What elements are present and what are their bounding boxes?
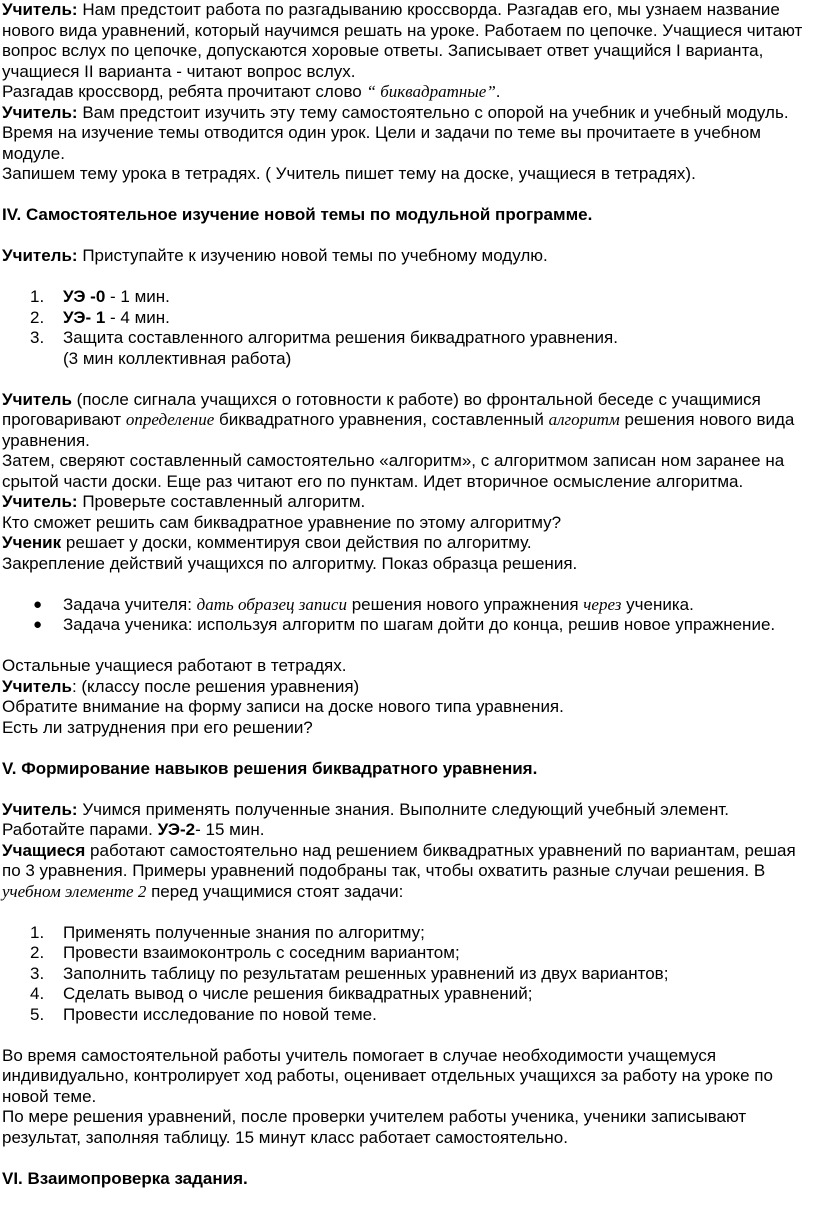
bullet-icon: ● bbox=[33, 616, 43, 633]
check-text: Проверьте составленный алгоритм. bbox=[77, 492, 366, 511]
list-number: 5. bbox=[30, 1004, 45, 1024]
teacher-class-paragraph bbox=[2, 677, 804, 698]
attention-paragraph: Обратите внимание на форму записи на доске нового типа уравнения. bbox=[2, 697, 564, 716]
bullet-text: ученика. bbox=[621, 594, 694, 614]
teacher-text: Учимся применять полученные знания. Выполните следующий учебный элемент. Работайте парами. bbox=[2, 799, 730, 839]
compare-paragraph: Затем, сверяют составленный самостоятельно «алгоритм», с алгоритмом записан ном заранее на срытой части доски. Еще раз читают его по пунктам. Идет вторичное осмысление алгоритма. bbox=[2, 451, 785, 491]
teacher-paragraph bbox=[2, 103, 804, 165]
teacher-label: Учитель bbox=[2, 389, 72, 409]
section-5-teacher-paragraph bbox=[2, 800, 804, 841]
consolidation-paragraph: Закрепление действий учащихся по алгоритму. Показ образца решения. bbox=[2, 553, 578, 573]
notebook-paragraph: Запишем тему урока в тетрадях. ( Учитель пишет тему на доске, учащиеся в тетрадях). bbox=[2, 164, 696, 183]
list-number: 2. bbox=[30, 307, 45, 327]
student-text: решает у доски, комментируя свои действия по алгоритму. bbox=[61, 533, 532, 552]
students-label: Учащиеся bbox=[2, 840, 86, 860]
list-item bbox=[2, 984, 804, 1005]
list-text: - 4 мин. bbox=[105, 307, 170, 327]
list-number: 4. bbox=[30, 984, 45, 1003]
students-work-paragraph bbox=[2, 841, 804, 903]
check-paragraph bbox=[2, 492, 804, 513]
list-text: Защита составленного алгоритма решения биквадратного уравнения. bbox=[63, 328, 618, 347]
list-text: - 1 мин. bbox=[105, 287, 170, 306]
students-italic: учебном элементе 2 bbox=[2, 881, 147, 901]
tasks-list bbox=[2, 923, 804, 1026]
bullet-icon: ● bbox=[33, 595, 43, 613]
frontal-discussion-paragraph bbox=[2, 390, 804, 452]
students-text: работают самостоятельно над решением биквадратных уравнений по вариантам, решая по 3 уравнения. Примеры уравнений подобраны так, чтобы охватить разные случаи решения. В bbox=[2, 840, 796, 880]
list-number: 3. bbox=[30, 963, 45, 983]
notebooks-paragraph: Остальные учащиеся работают в тетрадях. bbox=[2, 656, 347, 675]
bullet-italic: дать образец записи bbox=[196, 594, 347, 614]
teacher-label: Учитель: bbox=[2, 799, 78, 819]
crossword-word: “ биквадратные” bbox=[366, 82, 496, 101]
teacher-label: Учитель: bbox=[2, 246, 78, 265]
students-text: перед учащимися стоят задачи: bbox=[146, 881, 404, 901]
bullet-text: Задача ученика: используя алгоритм по шагам дойти до конца, решив новое упражнение. bbox=[63, 615, 776, 634]
teacher-help-paragraph: Во время самостоятельной работы учитель помогает в случае необходимости учащемуся индивидуально, контролирует ход работы, оценивает отдельных учащихся за работу на уроке по новой теме. bbox=[2, 1045, 773, 1106]
list-item-continuation: (3 мин коллективная работа) bbox=[63, 348, 292, 368]
list-item bbox=[2, 943, 804, 964]
list-number: 3. bbox=[30, 328, 45, 347]
results-paragraph: По мере решения уравнений, после проверки учителем работы ученика, ученики записывают результат, заполняя таблицу. 15 минут класс работает самостоятельно. bbox=[2, 1107, 747, 1147]
list-text: Провести взаимоконтроль с соседним вариантом; bbox=[63, 943, 460, 962]
teacher-label: Учитель bbox=[2, 676, 72, 696]
module-list bbox=[2, 287, 804, 369]
list-text: Заполнить таблицу по результатам решенных уравнений из двух вариантов; bbox=[63, 963, 669, 983]
list-item bbox=[2, 1005, 804, 1026]
intro-paragraph bbox=[2, 0, 804, 82]
list-number: 1. bbox=[30, 922, 45, 942]
teacher-text: Приступайте к изучению новой темы по учебному модулю. bbox=[77, 246, 548, 265]
crossword-paragraph bbox=[2, 82, 804, 103]
teacher-label: Учитель: bbox=[2, 102, 78, 122]
section-5-heading: V. Формирование навыков решения биквадратного уравнения. bbox=[2, 758, 538, 778]
list-item bbox=[2, 923, 804, 944]
task-bullet-list bbox=[2, 595, 804, 636]
module-code: УЭ-2 bbox=[157, 820, 196, 839]
bullet-text: Задача учителя: bbox=[63, 594, 197, 614]
student-label: Ученик bbox=[2, 533, 62, 552]
student-paragraph bbox=[2, 533, 804, 554]
para-italic: алгоритм bbox=[548, 410, 620, 429]
list-text: Провести исследование по новой теме. bbox=[63, 1004, 377, 1024]
para-text: решения нового вида уравнения. bbox=[2, 410, 795, 450]
intro-text: Нам предстоит работа по разгадыванию кроссворда. Разгадав его, мы узнаем название нового вида уравнений, который научимся решать на уроке. Работаем по цепочке. Учащиеся читают вопрос вслух по цепочке, допускаются хоровые ответы. Записывает ответ учащийся I варианта, учащиеся II варианта - читают вопрос вслух. bbox=[2, 0, 803, 81]
list-text: Сделать вывод о числе решения биквадратных уравнений; bbox=[63, 984, 533, 1003]
difficulty-paragraph: Есть ли затруднения при его решении? bbox=[2, 717, 313, 737]
list-text: Применять полученные знания по алгоритму; bbox=[63, 922, 425, 942]
para-italic: определение bbox=[125, 410, 215, 429]
list-item bbox=[2, 287, 804, 308]
section-6-heading: VI. Взаимопроверка задания. bbox=[2, 1168, 248, 1188]
para-text: (после сигнала учащихся о готовности к работе) во фронтальной беседе с учащимися проговаривают bbox=[2, 389, 761, 429]
bullet-text: решения нового упражнения bbox=[346, 594, 584, 614]
bullet-item bbox=[2, 595, 804, 616]
teacher-text: : (классу после решения уравнения) bbox=[71, 676, 360, 696]
crossword-text: Разгадав кроссворд, ребята прочитают слово bbox=[2, 82, 367, 101]
para-text: биквадратного уравнения, составленный bbox=[214, 410, 549, 429]
list-number: 2. bbox=[30, 943, 45, 962]
section-4-heading: IV. Самостоятельное изучение новой темы по модульной программе. bbox=[2, 205, 593, 224]
bullet-item bbox=[2, 615, 804, 636]
question-paragraph: Кто сможет решить сам биквадратное уравнение по этому алгоритму? bbox=[2, 512, 562, 532]
list-item bbox=[2, 964, 804, 985]
teacher-label: Учитель: bbox=[2, 0, 78, 19]
bullet-italic: через bbox=[583, 594, 622, 614]
crossword-end: . bbox=[495, 82, 501, 101]
list-number: 1. bbox=[30, 287, 45, 306]
list-item bbox=[2, 308, 804, 329]
teacher-text: - 15 мин. bbox=[195, 820, 265, 839]
module-code: УЭ -0 bbox=[63, 287, 106, 306]
teacher-text: Вам предстоит изучить эту тему самостоятельно с опорой на учебник и учебный модуль. Время на изучение темы отводится один урок. Цели и задачи по теме вы прочитаете в учебном модуле. bbox=[2, 102, 789, 163]
section-4-teacher-line bbox=[2, 246, 804, 267]
list-item bbox=[2, 328, 804, 349]
module-code: УЭ- 1 bbox=[63, 307, 106, 327]
teacher-label: Учитель: bbox=[2, 492, 78, 511]
